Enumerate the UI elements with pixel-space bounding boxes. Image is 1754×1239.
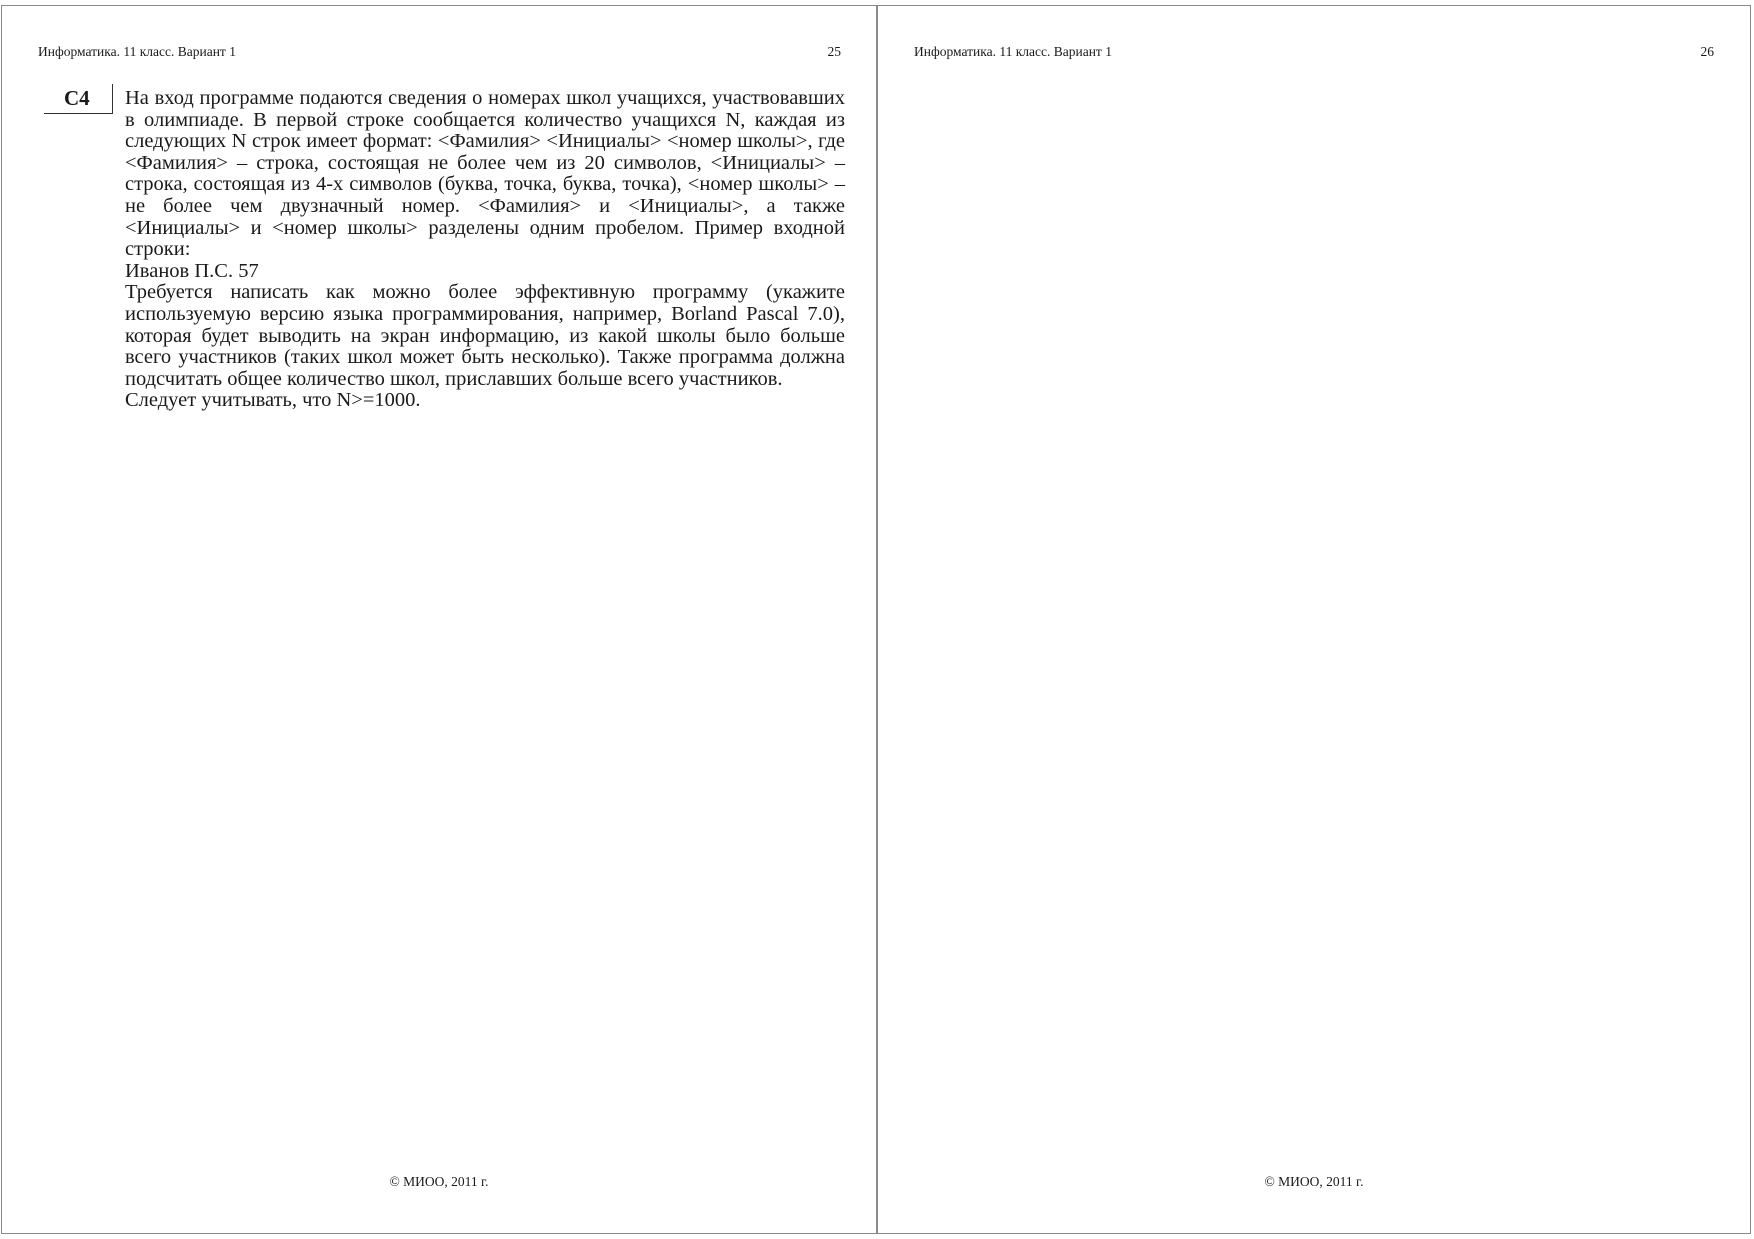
task-body xyxy=(125,88,845,412)
page-footer: © МИОО, 2011 г. xyxy=(389,1174,489,1189)
page-number: 26 xyxy=(1700,44,1714,59)
page-number: 25 xyxy=(827,44,841,59)
task-paragraph-intro: На вход программе подаются сведения о номерах школ учащихся, участвовавших в олимпиаде. В первой строке сообщается количество учащихся N, каждая из следующих N строк имеет формат: <Фамилия> <Инициалы> <номер школы>, где <Фамилия> – строка, состоящая не более чем из 20 символов, <Инициалы> – строка, состоящая из 4-х символов (буква, точка, буква, точка), <номер школы> – не более чем двузначный номер. <Фамилия> и <Инициалы>, а также <Инициалы> и <номер школы> разделены одним пробелом. Пример входной строки: xyxy=(125,87,845,261)
task-label-box xyxy=(44,84,113,114)
page-header xyxy=(38,43,841,61)
page-left xyxy=(1,5,877,1234)
task-paragraph-requirement: Требуется написать как можно более эффективную программу (укажите используемую версию языка программирования, например, Borland Pascal 7.0), которая будет выводить на экран информацию, из какой школы было больше всего участников (таких школ может быть несколько). Также программа должна подсчитать общее количество школ, приславших больше всего участников. xyxy=(125,281,845,390)
page-right xyxy=(877,5,1751,1234)
page-header xyxy=(914,43,1714,61)
task-label: С4 xyxy=(64,86,90,110)
task-paragraph-constraint: Следует учитывать, что N>=1000. xyxy=(125,389,421,412)
task-paragraph-example: Иванов П.С. 57 xyxy=(125,259,259,282)
page-footer: © МИОО, 2011 г. xyxy=(1264,1174,1364,1189)
header-title: Информатика. 11 класс. Вариант 1 xyxy=(38,44,236,59)
header-title: Информатика. 11 класс. Вариант 1 xyxy=(914,44,1112,59)
